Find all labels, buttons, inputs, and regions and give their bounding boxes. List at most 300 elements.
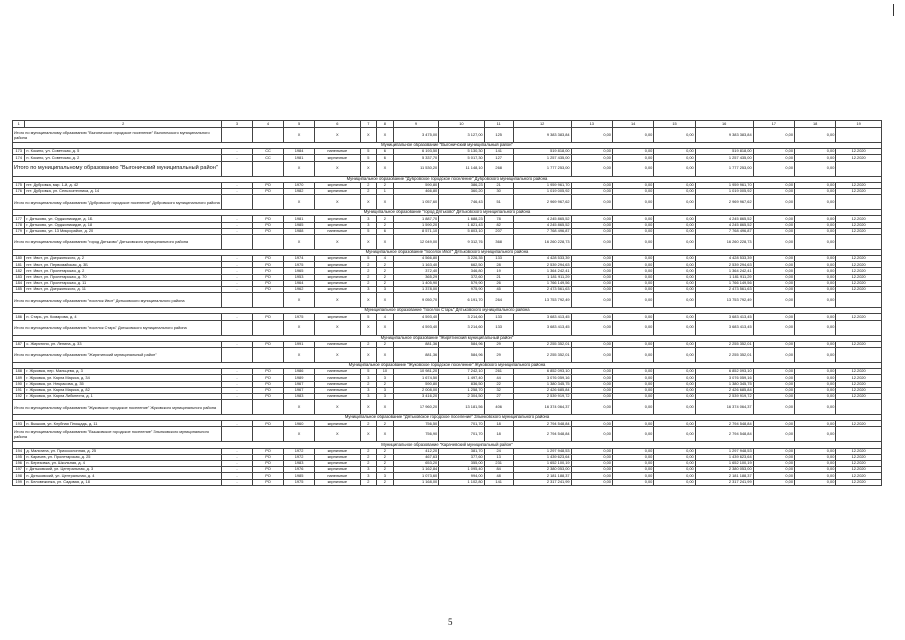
subtotal-cell: 584,96 bbox=[439, 347, 485, 362]
subtotal-cell: 9 312,76 bbox=[439, 234, 485, 249]
table-cell: 1976 bbox=[284, 467, 315, 473]
table-cell: - bbox=[221, 280, 252, 286]
table-cell: 1 380 345,75 bbox=[695, 381, 753, 387]
table-cell: 0,00 bbox=[794, 387, 835, 393]
table-cell: 12.2020 bbox=[836, 256, 882, 262]
subtotal-label: Итого по муниципальному образованию "Дубровское городское поселение" Дубровского муниципального района bbox=[13, 195, 222, 210]
table-cell: 12.2020 bbox=[836, 188, 882, 194]
subtotal-cell: X bbox=[284, 400, 315, 415]
subtotal-cell: 0,00 bbox=[794, 293, 835, 308]
table-cell: 0,00 bbox=[654, 155, 695, 161]
table-cell: 3 416,20 bbox=[393, 393, 439, 399]
table-cell: г. Жуковка, ул. Карла Либкнехта, д. 1 bbox=[25, 393, 222, 399]
table-cell: 12.2020 bbox=[836, 182, 882, 188]
table-cell: 183 bbox=[13, 274, 25, 280]
subtotal-cell: 2 794 548,84 bbox=[513, 427, 571, 442]
table-cell: 7 768 496,87 bbox=[695, 228, 753, 234]
table-cell: - bbox=[221, 182, 252, 188]
table-cell: 0,00 bbox=[753, 155, 794, 161]
subtotal-cell: 0,00 bbox=[753, 128, 794, 143]
table-cell: 0,00 bbox=[654, 149, 695, 155]
table-cell: 2 bbox=[377, 467, 394, 473]
table-cell: 0,00 bbox=[794, 448, 835, 454]
table-cell: 0,00 bbox=[794, 155, 835, 161]
subtotal-row bbox=[13, 320, 882, 335]
table-cell: г. Жуковка, ул. Карла Маркса, д. 34 bbox=[25, 375, 222, 381]
table-cell: 2 bbox=[377, 280, 394, 286]
header-row bbox=[13, 121, 882, 128]
table-cell: РО bbox=[252, 216, 283, 222]
section-title: Муниципальное образование "Карачевский муниципальный район" bbox=[13, 442, 882, 448]
table-cell: п. Кокино, ул. Советская, д. 5 bbox=[25, 149, 222, 155]
register-table bbox=[12, 120, 882, 486]
table-cell: 3 bbox=[360, 393, 377, 399]
table-cell: 0,00 bbox=[794, 274, 835, 280]
subtotal-cell: 0,00 bbox=[571, 161, 612, 176]
table-cell: 1962 bbox=[284, 287, 315, 293]
table-cell: 44 bbox=[484, 375, 513, 381]
table-cell: 12.2020 bbox=[836, 421, 882, 427]
table-cell: 1 181 911,29 bbox=[695, 274, 753, 280]
table-cell: РО bbox=[252, 256, 283, 262]
table-cell: 0,00 bbox=[571, 381, 612, 387]
subtotal-row bbox=[13, 400, 882, 415]
table-cell: 584,96 bbox=[439, 341, 485, 347]
subtotal-cell: X bbox=[315, 293, 361, 308]
table-cell: 1 439 623,64 bbox=[513, 454, 571, 460]
table-cell: 0,00 bbox=[571, 216, 612, 222]
table-cell: кирпичные bbox=[315, 256, 361, 262]
table-cell: 2 bbox=[360, 182, 377, 188]
subtotal-cell: 13 181,56 bbox=[439, 400, 485, 415]
table-cell: 7 768 496,87 bbox=[513, 228, 571, 234]
table-cell: 4 428 533,39 bbox=[695, 256, 753, 262]
subtotal-cell: 133 bbox=[484, 320, 513, 335]
subtotal-cell: 0,00 bbox=[753, 195, 794, 210]
table-cell: 881,36 bbox=[393, 341, 439, 347]
subtotal-cell: 0,00 bbox=[654, 320, 695, 335]
table-cell: 188 bbox=[13, 369, 25, 375]
subtotal-cell bbox=[252, 234, 283, 249]
table-cell: 6 bbox=[377, 149, 394, 155]
table-cell: 1965 bbox=[284, 268, 315, 274]
table-cell: - bbox=[221, 314, 252, 320]
table-cell: г. Дятьково, ул. Орджоникидзе, д. 18 bbox=[25, 222, 222, 228]
table-cell: 2 bbox=[377, 341, 394, 347]
subtotal-cell: 0,00 bbox=[612, 128, 653, 143]
table-cell: 0,00 bbox=[794, 280, 835, 286]
subtotal-label: Итого по муниципальному образованию "город Дятьково" Дятьковского муниципального района bbox=[13, 234, 222, 249]
table-cell: РО bbox=[252, 473, 283, 479]
table-cell: 0,00 bbox=[654, 228, 695, 234]
table-cell: РО bbox=[252, 448, 283, 454]
table-cell: 0,00 bbox=[571, 268, 612, 274]
table-cell: 2 bbox=[360, 268, 377, 274]
table-cell: с. Жирятино, ул. Ленина, д. 33 bbox=[25, 341, 222, 347]
table-cell: 1 766 149,56 bbox=[513, 280, 571, 286]
table-cell: 3 bbox=[360, 467, 377, 473]
table-cell: РО bbox=[252, 479, 283, 485]
table-cell: 2 bbox=[377, 461, 394, 467]
table-cell: 12.2020 bbox=[836, 222, 882, 228]
table-cell: 2 473 561,63 bbox=[695, 287, 753, 293]
table-cell: 0,00 bbox=[753, 280, 794, 286]
table-cell: кирпичные bbox=[315, 287, 361, 293]
table-cell: - bbox=[221, 268, 252, 274]
subtotal-cell: X bbox=[360, 293, 377, 308]
table-cell: 0,00 bbox=[794, 314, 835, 320]
table-cell: 1989 bbox=[284, 375, 315, 381]
table-cell: 1982 bbox=[284, 188, 315, 194]
subtotal-row bbox=[13, 293, 882, 308]
table-cell: 2 181 188,37 bbox=[695, 473, 753, 479]
table-cell: 1 959 961,70 bbox=[695, 182, 753, 188]
subtotal-label: Итого по муниципальному образованию "Выгоничское городское поселение" Выгоничского муниципального района bbox=[13, 128, 222, 143]
table-cell: 1 652 100,19 bbox=[695, 461, 753, 467]
table-cell: 0,00 bbox=[794, 268, 835, 274]
subtotal-cell: 11 148,10 bbox=[439, 161, 485, 176]
subtotal-cell: 2 794 548,84 bbox=[695, 427, 753, 442]
table-cell: 0,00 bbox=[753, 461, 794, 467]
table-cell: 2 794 548,84 bbox=[513, 421, 571, 427]
table-cell: пгт. Ивот, ул. Дзержинского, д. 2 bbox=[25, 256, 222, 262]
table-cell: 196 bbox=[13, 461, 25, 467]
table-cell: РО bbox=[252, 274, 283, 280]
table-cell: 12.2020 bbox=[836, 216, 882, 222]
subtotal-row bbox=[13, 161, 882, 176]
table-cell: 1983 bbox=[284, 461, 315, 467]
table-cell: РО bbox=[252, 188, 283, 194]
table-cell: 0,00 bbox=[654, 222, 695, 228]
table-cell: 2 bbox=[377, 479, 394, 485]
subtotal-cell bbox=[221, 320, 252, 335]
section-title: Муниципальное образование "Жуковское городское поселение" Жуковского муниципального района bbox=[13, 362, 882, 368]
table-cell: - bbox=[221, 188, 252, 194]
table-cell: 1953 bbox=[284, 274, 315, 280]
subtotal-cell: 2 255 352,01 bbox=[513, 347, 571, 362]
table-cell: кирпичные bbox=[315, 454, 361, 460]
table-cell: 176 bbox=[13, 188, 25, 194]
table-cell: 3 bbox=[360, 287, 377, 293]
table-cell: 2 539 919,72 bbox=[695, 393, 753, 399]
section-title: Муниципальное образование "Жирятинский муниципальный район" bbox=[13, 335, 882, 341]
table-cell: 12.2020 bbox=[836, 479, 882, 485]
table-cell: 6 852 093,10 bbox=[513, 369, 571, 375]
table-cell: 2 bbox=[360, 274, 377, 280]
table-cell: кирпичные bbox=[315, 222, 361, 228]
table-cell: 2 bbox=[377, 454, 394, 460]
table-cell: 1 497,40 bbox=[439, 375, 485, 381]
table-cell: 3 bbox=[360, 387, 377, 393]
subtotal-cell bbox=[252, 320, 283, 335]
table-cell: 133 bbox=[484, 256, 513, 262]
subtotal-cell: 756,90 bbox=[393, 427, 439, 442]
subtotal-cell: 0,00 bbox=[571, 400, 612, 415]
table-cell: 0,00 bbox=[571, 473, 612, 479]
table-cell: 1 364 242,41 bbox=[695, 268, 753, 274]
table-cell: 0,00 bbox=[612, 341, 653, 347]
subtotal-cell bbox=[836, 195, 882, 210]
table-cell: 0,00 bbox=[571, 262, 612, 268]
table-cell: 466,80 bbox=[393, 188, 439, 194]
table-cell: г. Жуковка, ул. Некрасова, д. 35 bbox=[25, 381, 222, 387]
table-cell: 181 bbox=[13, 262, 25, 268]
table-cell: г. Дятьково, ул. Орджоникидзе, д. 1Б bbox=[25, 216, 222, 222]
table-cell: 1981 bbox=[284, 216, 315, 222]
table-cell: 2 426 685,84 bbox=[513, 387, 571, 393]
subtotal-cell: 51 bbox=[484, 195, 513, 210]
table-cell: кирпичные bbox=[315, 467, 361, 473]
table-cell: 0,00 bbox=[753, 387, 794, 393]
table-cell: 2 bbox=[377, 448, 394, 454]
subtotal-cell: 0,00 bbox=[571, 347, 612, 362]
subtotal-cell bbox=[836, 128, 882, 143]
table-cell: 12.2020 bbox=[836, 393, 882, 399]
table-cell: 2 317 241,99 bbox=[695, 479, 753, 485]
subtotal-cell: 0,00 bbox=[654, 128, 695, 143]
table-cell: 0,00 bbox=[794, 341, 835, 347]
subtotal-cell: 701,70 bbox=[439, 427, 485, 442]
table-cell: пгт. Дубровка, мкр. 1-й, д. 42 bbox=[25, 182, 222, 188]
subtotal-label: Итого по муниципальному образованию "Жуковское городское поселение" Жуковского муниципального района bbox=[13, 400, 222, 415]
table-cell: 198 bbox=[13, 473, 25, 479]
table-cell: 12.2020 bbox=[836, 155, 882, 161]
table-cell: 30 bbox=[484, 188, 513, 194]
table-cell: 0,00 bbox=[794, 188, 835, 194]
table-cell: 377,60 bbox=[439, 454, 485, 460]
table-cell: 5 017,30 bbox=[439, 155, 485, 161]
table-cell: 12.2020 bbox=[836, 473, 882, 479]
subtotal-cell: 0,00 bbox=[794, 347, 835, 362]
table-cell: 1 168,00 bbox=[393, 479, 439, 485]
section-title: Муниципальное образование "город Дятьково" Дятьковского муниципального района bbox=[13, 210, 882, 216]
table-cell: РО bbox=[252, 268, 283, 274]
table-cell: 0,00 bbox=[794, 262, 835, 268]
table-cell: 2 bbox=[360, 341, 377, 347]
table-cell: 0,00 bbox=[571, 149, 612, 155]
table-cell: 1 439 623,64 bbox=[695, 454, 753, 460]
header-cell: 8 bbox=[377, 121, 394, 128]
subtotal-cell: X bbox=[315, 400, 361, 415]
subtotal-cell: 2 969 967,62 bbox=[513, 195, 571, 210]
table-cell: 1 095,40 bbox=[439, 467, 485, 473]
table-cell: 0,00 bbox=[753, 216, 794, 222]
table-cell: 0,00 bbox=[571, 287, 612, 293]
subtotal-cell bbox=[221, 195, 252, 210]
table-cell: 355,00 bbox=[439, 461, 485, 467]
table-cell: 1986 bbox=[284, 369, 315, 375]
subtotal-cell: 0,00 bbox=[794, 161, 835, 176]
subtotal-cell: X bbox=[377, 195, 394, 210]
table-cell: 28 bbox=[484, 262, 513, 268]
table-cell: 2 bbox=[360, 454, 377, 460]
subtotal-cell: 0,00 bbox=[612, 320, 653, 335]
table-cell: панельные bbox=[315, 473, 361, 479]
subtotal-cell: 0,00 bbox=[612, 400, 653, 415]
table-cell: 2 539 919,72 bbox=[513, 393, 571, 399]
table-cell: 12.2020 bbox=[836, 314, 882, 320]
table-cell: п. Березовка, ул. Школьная, д. 4 bbox=[25, 461, 222, 467]
table-cell: кирпичные bbox=[315, 182, 361, 188]
table-cell: 0,00 bbox=[794, 216, 835, 222]
table-cell: 4 428 533,39 bbox=[513, 256, 571, 262]
table-cell: пгт. Ивот, ул. Пролетарская, д. 2 bbox=[25, 268, 222, 274]
subtotal-cell: 9 050,70 bbox=[393, 293, 439, 308]
table-cell: РО bbox=[252, 467, 283, 473]
table-cell: 1972 bbox=[284, 448, 315, 454]
table-cell: 519 818,00 bbox=[695, 149, 753, 155]
subtotal-cell: 0,00 bbox=[612, 293, 653, 308]
page-number: 5 bbox=[448, 617, 453, 627]
table-cell: 5 bbox=[360, 155, 377, 161]
subtotal-cell: 0,00 bbox=[612, 195, 653, 210]
table-cell: 0,00 bbox=[612, 155, 653, 161]
table-cell: 48 bbox=[484, 473, 513, 479]
table-cell: 1988 bbox=[284, 228, 315, 234]
table-cell: 0,00 bbox=[612, 454, 653, 460]
subtotal-cell: 264 bbox=[484, 293, 513, 308]
table-cell: 701,70 bbox=[439, 421, 485, 427]
header-cell: 13 bbox=[571, 121, 612, 128]
table-cell: 190 bbox=[13, 381, 25, 387]
header-cell: 5 bbox=[284, 121, 315, 128]
subtotal-cell bbox=[836, 161, 882, 176]
subtotal-cell bbox=[252, 161, 283, 176]
table-cell: 2 bbox=[360, 188, 377, 194]
table-cell: 590,80 bbox=[393, 182, 439, 188]
subtotal-cell: 0,00 bbox=[753, 400, 794, 415]
table-cell: 5 bbox=[360, 149, 377, 155]
table-cell: 4 593,40 bbox=[393, 314, 439, 320]
table-cell: 0,00 bbox=[654, 461, 695, 467]
table-cell: 0,00 bbox=[612, 268, 653, 274]
table-cell: п. Вышков, ул. Клубная Площадь, д. 11 bbox=[25, 421, 222, 427]
header-cell: 19 bbox=[836, 121, 882, 128]
subtotal-cell bbox=[252, 347, 283, 362]
subtotal-cell bbox=[252, 195, 283, 210]
subtotal-cell: 16 260 228,73 bbox=[513, 234, 571, 249]
subtotal-cell: X bbox=[360, 195, 377, 210]
table-cell: 0,00 bbox=[571, 387, 612, 393]
table-cell: - bbox=[221, 149, 252, 155]
table-cell: 179 bbox=[13, 228, 25, 234]
subtotal-cell: X bbox=[315, 195, 361, 210]
subtotal-cell: 0,00 bbox=[794, 128, 835, 143]
table-cell: РО bbox=[252, 222, 283, 228]
table-cell: 21 bbox=[484, 274, 513, 280]
header-cell: 2 bbox=[25, 121, 222, 128]
register-table-container bbox=[12, 120, 882, 486]
table-cell: 1972 bbox=[284, 454, 315, 460]
subtotal-cell bbox=[221, 234, 252, 249]
table-cell: 0,00 bbox=[794, 381, 835, 387]
table-cell: 0,00 bbox=[794, 454, 835, 460]
subtotal-cell: 0,00 bbox=[571, 427, 612, 442]
table-cell: кирпичные bbox=[315, 280, 361, 286]
table-cell: п. Карачев, ул. Пролетарская, д. 25 bbox=[25, 454, 222, 460]
subtotal-cell: 0,00 bbox=[794, 400, 835, 415]
table-cell: 18 bbox=[484, 421, 513, 427]
table-cell: 0,00 bbox=[612, 393, 653, 399]
subtotal-cell bbox=[836, 400, 882, 415]
table-cell: 756,50 bbox=[393, 421, 439, 427]
subtotal-cell: 1 777 253,00 bbox=[695, 161, 753, 176]
table-cell: 0,00 bbox=[753, 182, 794, 188]
table-cell: 0,00 bbox=[753, 479, 794, 485]
table-cell: 12.2020 bbox=[836, 274, 882, 280]
subtotal-cell: 29 bbox=[484, 347, 513, 362]
table-cell: 0,00 bbox=[612, 461, 653, 467]
table-cell: 0,00 bbox=[654, 274, 695, 280]
table-cell: 27 bbox=[484, 393, 513, 399]
table-cell: 1970 bbox=[284, 182, 315, 188]
subtotal-cell: 0,00 bbox=[612, 347, 653, 362]
table-cell: 0,00 bbox=[794, 369, 835, 375]
subtotal-cell bbox=[221, 347, 252, 362]
table-cell: 1985 bbox=[284, 473, 315, 479]
table-cell: кирпичные bbox=[315, 421, 361, 427]
subtotal-cell: 0,00 bbox=[654, 400, 695, 415]
subtotal-cell bbox=[221, 400, 252, 415]
table-cell: 13 bbox=[484, 454, 513, 460]
table-cell: 2 304,50 bbox=[439, 393, 485, 399]
table-cell: 3 076 059,16 bbox=[513, 375, 571, 381]
table-cell: 5 803,10 bbox=[439, 228, 485, 234]
table-cell: 177 bbox=[13, 216, 25, 222]
table-cell: 1 073,60 bbox=[393, 473, 439, 479]
table-cell: 0,00 bbox=[753, 228, 794, 234]
table-cell: 1974 bbox=[284, 256, 315, 262]
subtotal-cell: 13 753 792,49 bbox=[513, 293, 571, 308]
table-cell: 0,00 bbox=[753, 222, 794, 228]
table-cell: 0,00 bbox=[612, 274, 653, 280]
table-cell: 45 bbox=[484, 287, 513, 293]
table-cell: 175 bbox=[13, 182, 25, 188]
table-cell: 1 019 005,92 bbox=[695, 188, 753, 194]
table-cell: 1 364 242,41 bbox=[513, 268, 571, 274]
table-cell: 24 bbox=[484, 448, 513, 454]
table-cell: 2 539 294,63 bbox=[513, 262, 571, 268]
table-cell: 0,00 bbox=[654, 314, 695, 320]
table-cell: 4 245 865,52 bbox=[695, 216, 753, 222]
table-cell: - bbox=[221, 228, 252, 234]
table-cell: 10 981,20 bbox=[393, 369, 439, 375]
table-cell: 185 bbox=[13, 287, 25, 293]
table-cell: 0,00 bbox=[612, 228, 653, 234]
table-cell: 6 193,50 bbox=[393, 149, 439, 155]
table-cell: 467,63 bbox=[393, 454, 439, 460]
subtotal-row bbox=[13, 128, 882, 143]
subtotal-cell bbox=[836, 234, 882, 249]
table-cell: 2 bbox=[377, 222, 394, 228]
table-cell: 0,00 bbox=[654, 454, 695, 460]
table-cell: - bbox=[221, 461, 252, 467]
page-edge-mark bbox=[893, 4, 894, 16]
table-cell: 12.2020 bbox=[836, 228, 882, 234]
header-cell: 6 bbox=[315, 121, 361, 128]
table-cell: 12.2020 bbox=[836, 268, 882, 274]
table-cell: РО bbox=[252, 228, 283, 234]
table-cell: 12.2020 bbox=[836, 280, 882, 286]
table-cell: - bbox=[221, 341, 252, 347]
table-cell: 0,00 bbox=[571, 228, 612, 234]
table-cell: 199 bbox=[13, 479, 25, 485]
table-cell: 372,60 bbox=[439, 274, 485, 280]
table-cell: 2 bbox=[360, 479, 377, 485]
subtotal-cell: 0,00 bbox=[794, 195, 835, 210]
table-cell: 6 bbox=[377, 155, 394, 161]
table-cell: 5 bbox=[360, 369, 377, 375]
